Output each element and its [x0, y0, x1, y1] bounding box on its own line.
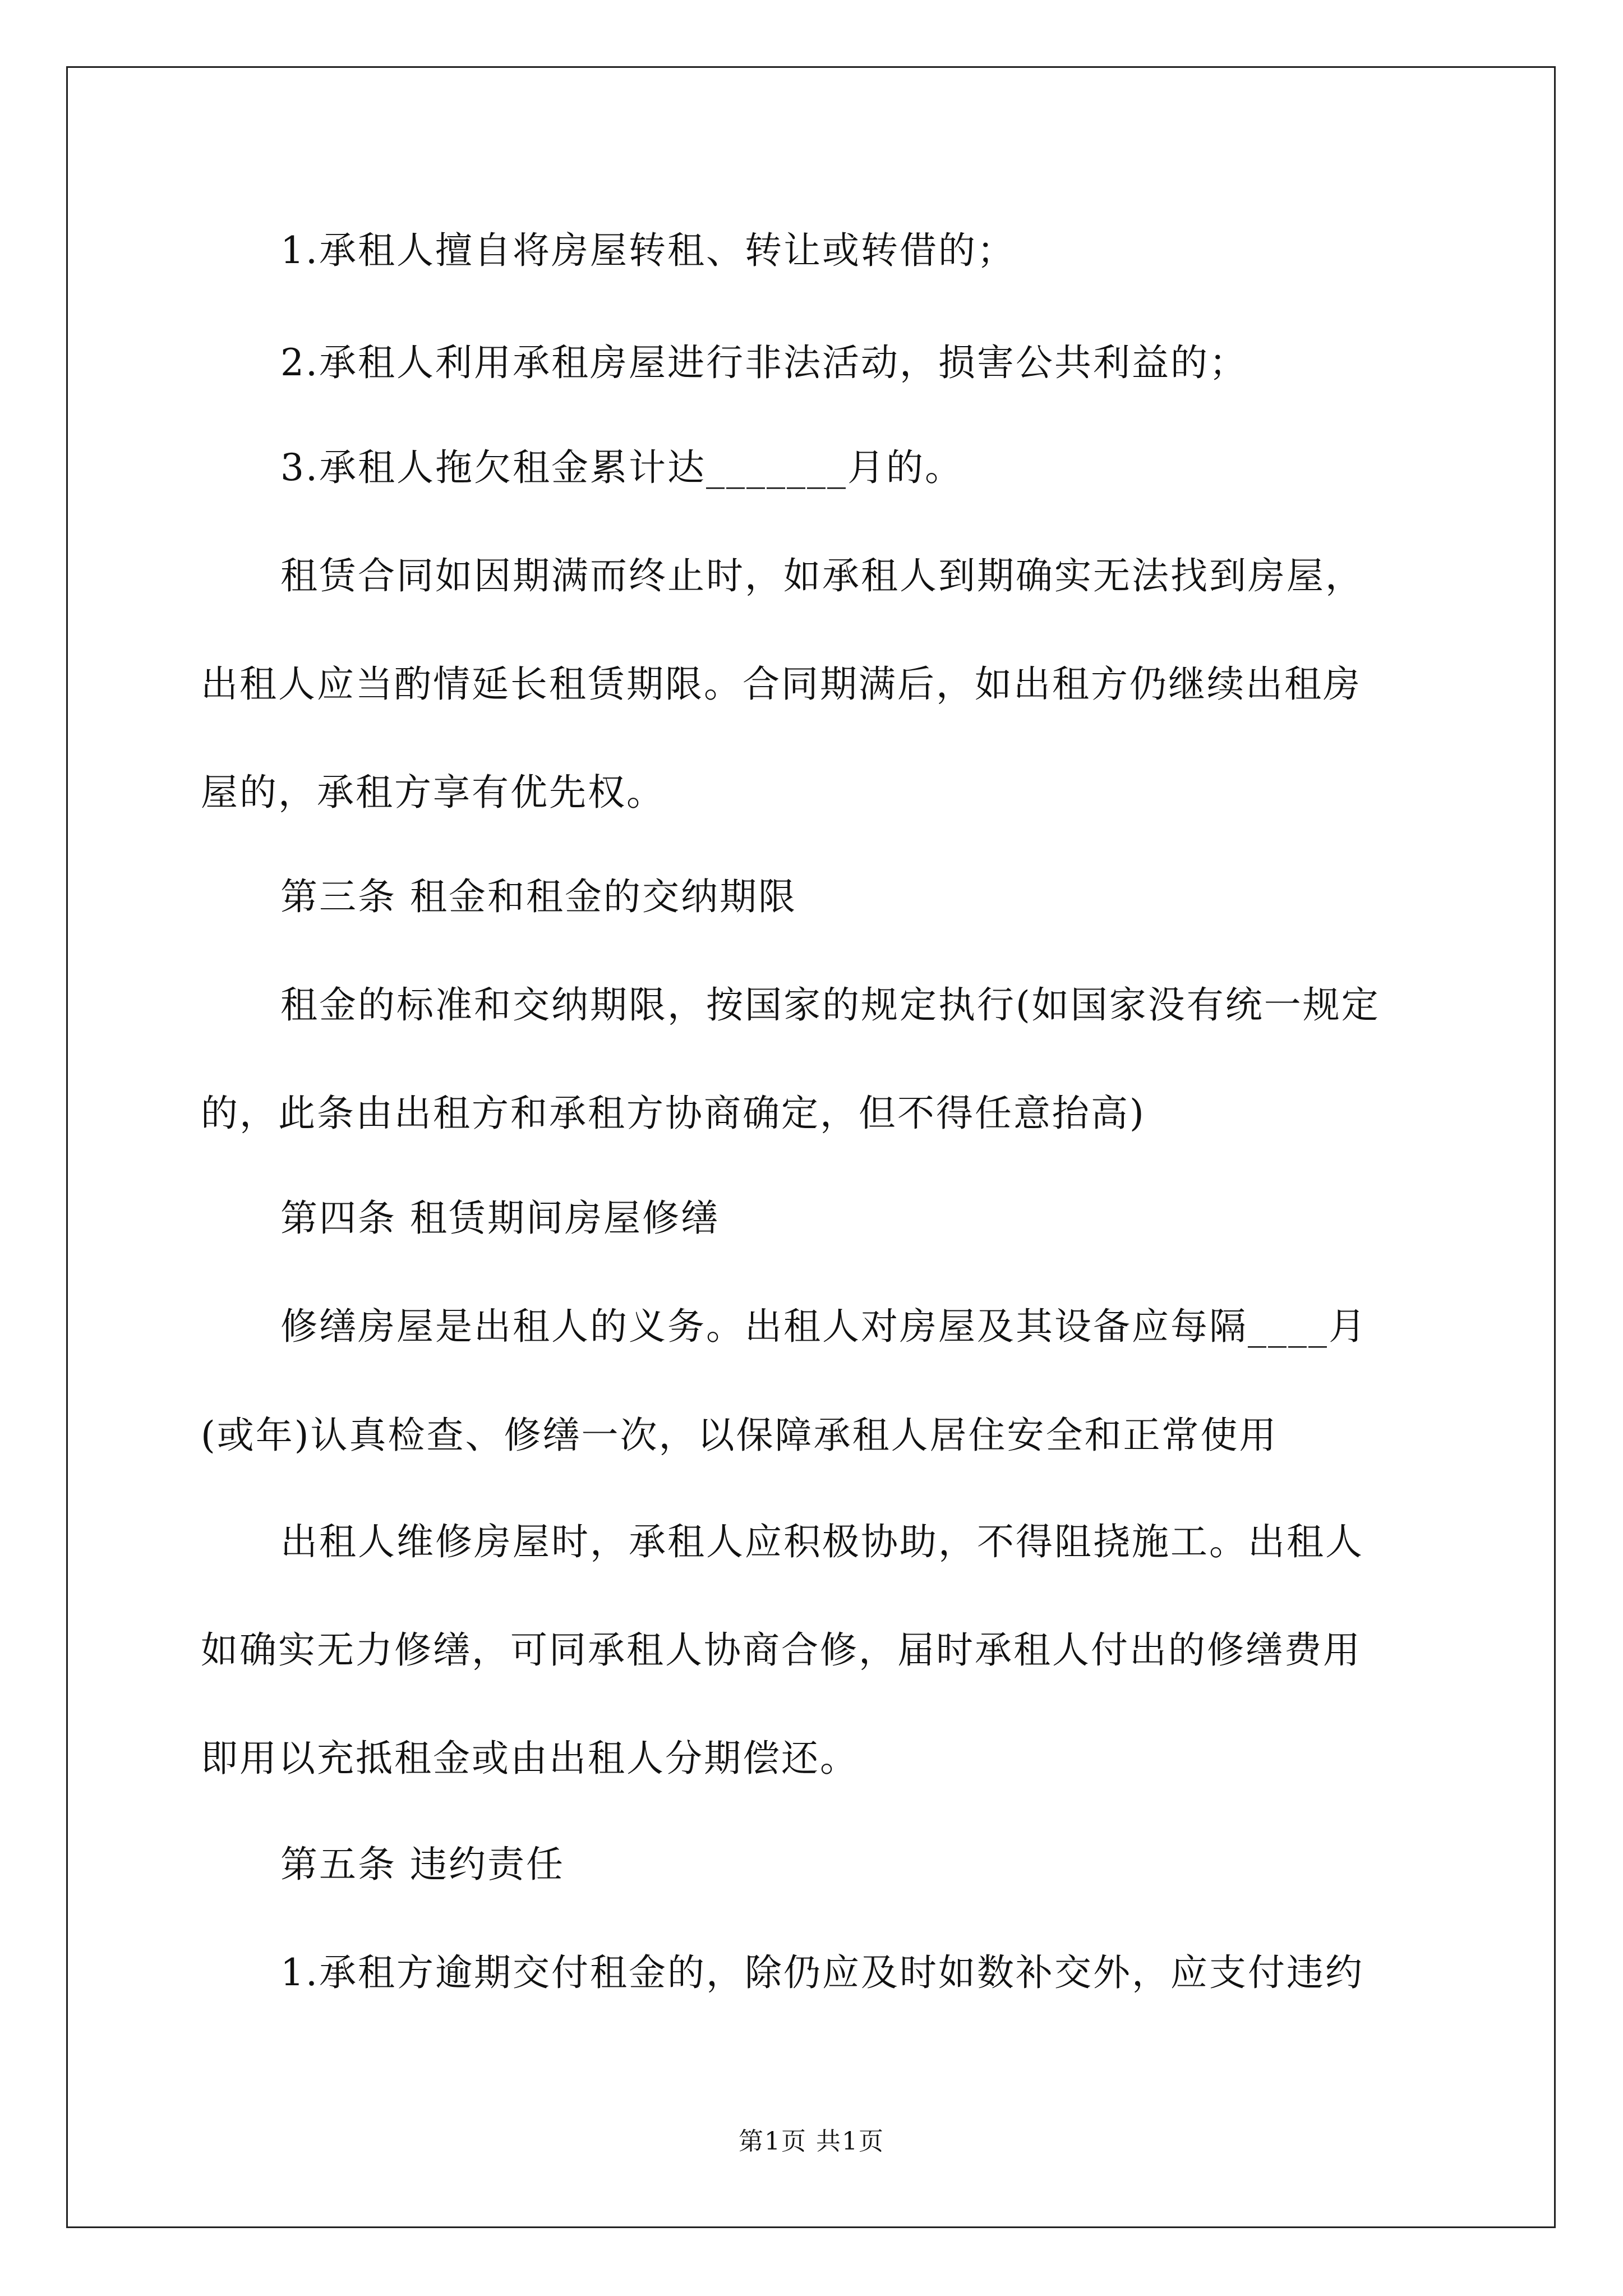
text-line: 的，此条由出租方和承租方协商确定，但不得任意抬高): [201, 1092, 1146, 1135]
text-line: 租金的标准和交纳期限，按国家的规定执行(如国家没有统一规定: [280, 983, 1380, 1027]
text-line: 3.承租人拖欠租金累计达_______月的。: [280, 446, 963, 489]
page-border: [66, 66, 1556, 2228]
section-heading: 第五条 违约责任: [280, 1843, 565, 1886]
section-heading: 第四条 租赁期间房屋修缮: [280, 1197, 720, 1240]
text-line: 1.承租人擅自将房屋转租、转让或转借的；: [280, 229, 1016, 272]
text-line: 屋的，承租方享有优先权。: [201, 771, 665, 814]
text-line: (或年)认真检查、修缮一次，以保障承租人居住安全和正常使用: [201, 1414, 1278, 1457]
section-heading: 第三条 租金和租金的交纳期限: [280, 875, 797, 918]
text-line: 即用以充抵租金或由出租人分期偿还。: [201, 1737, 859, 1780]
text-line: 1.承租方逾期交付租金的，除仍应及时如数补交外，应支付违约: [280, 1951, 1364, 1994]
text-line: 修缮房屋是出租人的义务。出租人对房屋及其设备应每隔____月: [280, 1305, 1367, 1348]
text-line: 租赁合同如因期满而终止时，如承租人到期确实无法找到房屋，: [280, 554, 1364, 597]
text-line: 如确实无力修缮，可同承租人协商合修，届时承租人付出的修缮费用: [201, 1628, 1362, 1672]
text-line: 出租人维修房屋时，承租人应积极协助，不得阻挠施工。出租人: [280, 1520, 1364, 1563]
text-line: 出租人应当酌情延长租赁期限。合同期满后，如出租方仍继续出租房: [201, 662, 1362, 706]
page-number-footer: 第1页 共1页: [739, 2127, 884, 2156]
text-line: 2.承租人利用承租房屋进行非法活动，损害公共利益的；: [280, 341, 1248, 384]
